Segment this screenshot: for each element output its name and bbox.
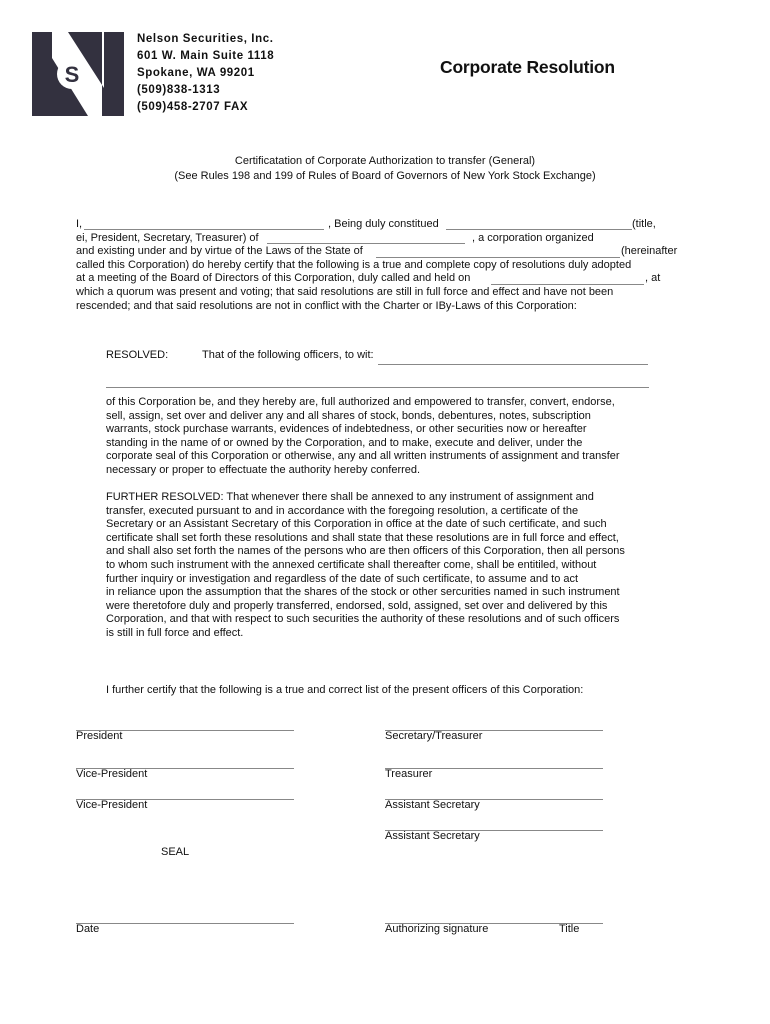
body2-line: FURTHER RESOLVED: That whenever there shall be annexed to any instrument of assignment and [106,491,594,503]
resolved-text: That of the following officers, to wit: [202,349,374,361]
president-label: President [76,730,123,742]
state-field[interactable] [376,256,620,258]
intro-paragraph [76,218,678,313]
intro-l1b: , Being duly constitued [328,218,439,230]
signer-name-field[interactable] [84,228,324,230]
subtitle-line2: (See Rules 198 and 199 of Rules of Board of Governors of New York Stock Exchange) [174,170,596,182]
title-label: Title [559,923,580,935]
intro-l7: rescended; and that said resolutions are not in conflict with the Charter or IBy-Laws of this Corporation: [76,299,577,312]
company-address-line1: 601 W. Main Suite 1118 [137,50,275,62]
resolved-label: RESOLVED: [106,349,169,361]
assistant-secretary-1-label: Assistant Secretary [385,799,480,811]
date-signature-line[interactable] [76,922,294,924]
body2-line: Secretary or an Assistant Secretary of this Corporation in office at the date of such certificate, and such [106,518,607,531]
intro-l3a: and existing under and by virtue of the Laws of the State of [76,245,363,258]
intro-l3b: (hereinafter [621,245,678,258]
body1-line: of this Corporation be, and they hereby are, full authorized and empowered to transfer, convert, endorse, [106,396,615,408]
treasurer-label: Treasurer [385,768,433,780]
date-label: Date [76,923,100,935]
body1-line: corporate seal of this Corporation or otherwise, any and all written instruments of assignment and transfer [106,450,620,463]
resolution-body [106,396,620,478]
intro-l1c: (title, [632,218,656,230]
intro-l6: which a quorum was present and voting; that said resolutions are still in full force and effect and have not been [76,285,614,298]
company-phone: (509)838-1313 [137,84,221,96]
intro-l5b: , at [645,272,661,285]
intro-l2a: ei, President, Secretary, Treasurer) of [76,231,259,244]
vice-president-2-label: Vice-President [76,799,148,811]
body2-line: transfer, executed pursuant to and in accordance with the foregoing resolution, a certificate of the [106,504,579,517]
subtitle-line1: Certificatation of Corporate Authorization to transfer (General) [234,155,536,167]
body2-line: and shall also set forth the names of the persons who are then officers of this Corporation, then all persons [106,545,625,558]
company-fax: (509)458-2707 FAX [137,101,249,113]
corporation-name-field[interactable] [267,242,465,244]
meeting-date-field[interactable] [491,283,644,285]
body1-line: necessary or proper to effectuate the authority hereby conferred. [106,463,421,476]
officers-field-line2[interactable] [106,386,649,388]
body2-line: to whom such instrument with the annexed certificate shall thereafter come, shall be entitiled, without [106,558,597,571]
further-resolved-body [106,491,625,641]
assistant-secretary-2-label: Assistant Secretary [385,830,480,842]
intro-l4: called this Corporation) do hereby certify that the following is a true and complete copy of resolutions duly adopted [76,258,632,271]
company-address-line2: Spokane, WA 99201 [137,67,255,79]
intro-l2b: , a corporation organized [472,231,594,244]
body2-line: were theretofore duly and properly transferred, endorsed, sold, assigned, set over and delivered by this [106,599,608,612]
certify-statement: I further certify that the following is a true and correct list of the present officers of this Corporation: [106,684,584,696]
company-logo [32,32,124,116]
authorizing-signature-label: Authorizing signature [385,923,489,935]
body2-line: Corporation, and that with respect to such securities the authority of these resolutions and of such officers [106,613,620,626]
body2-line: in reliance upon the assumption that the shares of the stock or other sercurities named in such instrument [106,586,620,599]
company-name: Nelson Securities, Inc. [137,33,274,45]
signer-title-field[interactable] [446,228,632,230]
document-title: Corporate Resolution [440,57,615,77]
body1-line: warrants, stock purchase warrants, evidences of indebtedness, or other securities now or hereafter [106,423,587,436]
officers-field-line1[interactable] [378,363,648,365]
company-header [137,31,274,116]
body1-line: standing in the name of or owned by the Corporation, and to make, execute and deliver, under the [106,436,583,449]
seal-label: SEAL [161,846,190,858]
svg-text:S: S [64,62,80,87]
secretary-treasurer-label: Secretary/Treasurer [385,730,483,742]
body1-line: sell, assign, set over and deliver any and all shares of stock, bonds, debentures, notes, subscription [106,409,591,422]
vice-president-1-label: Vice-President [76,768,148,780]
body2-line: is still in full force and effect. [106,626,244,639]
body2-line: certificate shall set forth these resolutions and shall state that these resolutions are in full force and effect, [106,531,619,544]
body2-line: further inquiry or investigation and regardless of the date of such certificate, to assume and to act [106,572,579,585]
intro-l5a: at a meeting of the Board of Directors of this Corporation, duly called and held on [76,272,471,285]
intro-l1a: I, [76,218,83,230]
